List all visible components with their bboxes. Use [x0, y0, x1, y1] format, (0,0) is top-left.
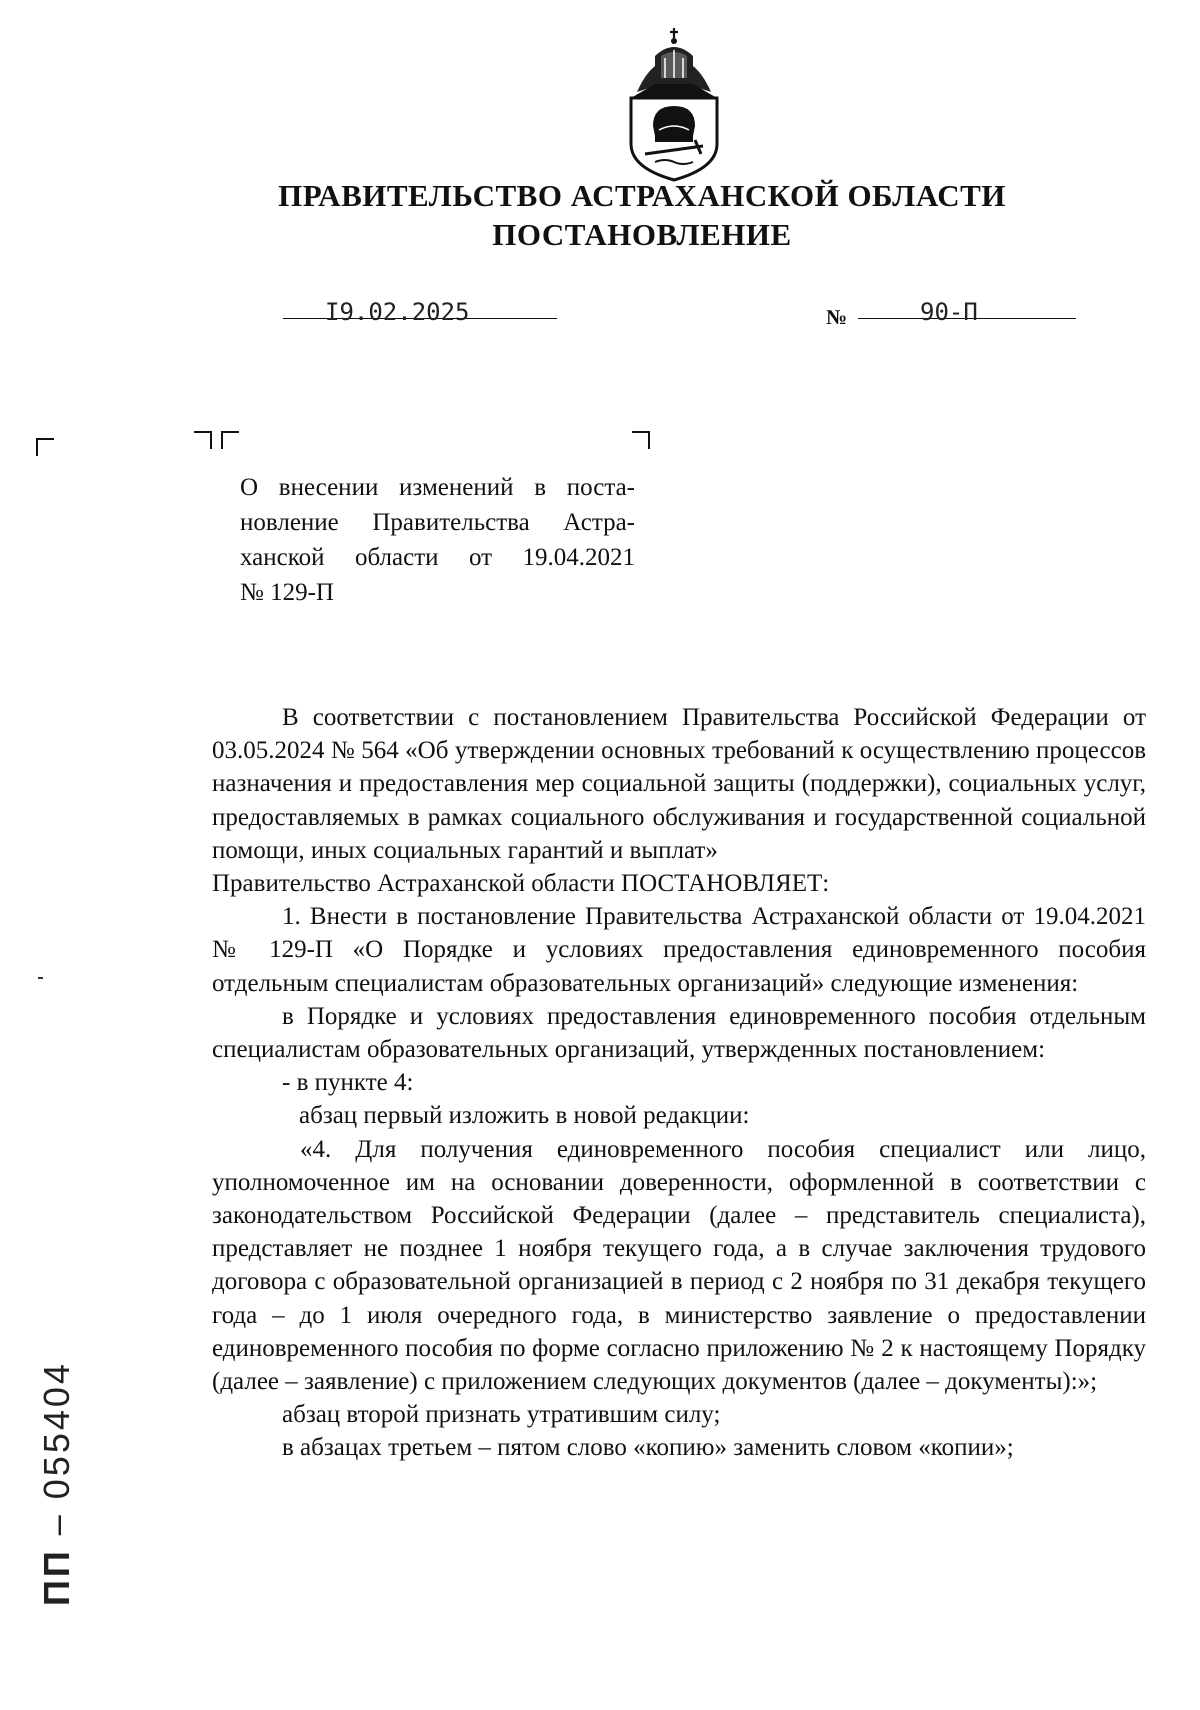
paragraph-1-instruction: абзац первый изложить в новой редакции:: [299, 1102, 750, 1130]
organization-heading: ПРАВИТЕЛЬСТВО АСТРАХАНСКОЙ ОБЛАСТИ: [278, 178, 1006, 213]
quoted-new-text: «4. Для получения единовременного пособия специалист или лицо, уполномоченное им на основании доверенности, оформленной в соответствии с законодательством Российской Федерации (далее – представитель специалиста), представляет не позднее 1 ноября текущего года, а в случае заключения трудового договора с образовательной организацией в период с 2 ноября по 31 декабря текущего года – до 1 июля очередного года, в министерство заявление о предоставлении единовременного пособия по форме согласно приложению № 2 к настоящему Порядку (далее – заявление) с приложением следующих документов (далее – документы):»;: [212, 1135, 1146, 1396]
document-number: 90-П: [920, 298, 978, 326]
item-1-paragraph: 1. Внести в постановление Правительства Астраханской области от 19.04.2021 № 129-П «О Порядке и условиях предоставления единовременного пособия отдельным специалистам образовательных организаций» следующие изменения:: [212, 903, 1146, 997]
subject-line: ханской области от 19.04.2021: [240, 544, 635, 571]
form-series: ПП: [36, 1548, 77, 1606]
document-body: [212, 701, 1146, 1465]
serial-dash: –: [36, 1499, 77, 1549]
number-label: №: [826, 305, 848, 329]
document-subject: [240, 470, 635, 610]
subject-line: новление Правительства Астра-: [240, 509, 635, 536]
paragraphs-3-5-instruction: в абзацах третьем – пятом слово «копию» заменить словом «копии»;: [282, 1434, 1014, 1462]
document-type-heading: ПОСТАНОВЛЕНИЕ: [492, 217, 792, 252]
document-date: I9.02.2025: [325, 298, 470, 326]
subject-line: О внесении изменений в поста-: [240, 474, 635, 501]
bracket-corner-top-right: [632, 431, 650, 449]
order-intro-paragraph: в Порядке и условиях предоставления единовременного пособия отдельным специалистам образовательных организаций, утвержденных постановлением:: [212, 1002, 1146, 1064]
bracket-corner-top-left: [36, 438, 54, 456]
bracket-corner-top-left: [221, 431, 239, 449]
serial-number: 055404: [36, 1361, 77, 1500]
form-serial-number: [36, 1361, 78, 1606]
bracket-corner-top-right: [194, 431, 212, 449]
paragraph-2-instruction: абзац второй признать утратившим силу;: [282, 1401, 721, 1429]
subject-line: № 129-П: [240, 579, 334, 606]
point-4-line: - в пункте 4:: [282, 1069, 414, 1097]
decree-paragraph: Правительство Астраханской области ПОСТАНОВЛЯЕТ:: [212, 870, 830, 898]
coat-of-arms-emblem: [625, 26, 723, 182]
scan-speck: [38, 977, 43, 979]
preamble-paragraph: В соответствии с постановлением Правительства Российской Федерации от 03.05.2024 № 564 «Об утверждении основных требований к осуществлению процессов назначения и предоставления мер социальной защиты (поддержки), социальных услуг, предоставляемых в рамках социального обслуживания и государственной социальной помощи, иных социальных гарантий и выплат»: [212, 704, 1146, 864]
